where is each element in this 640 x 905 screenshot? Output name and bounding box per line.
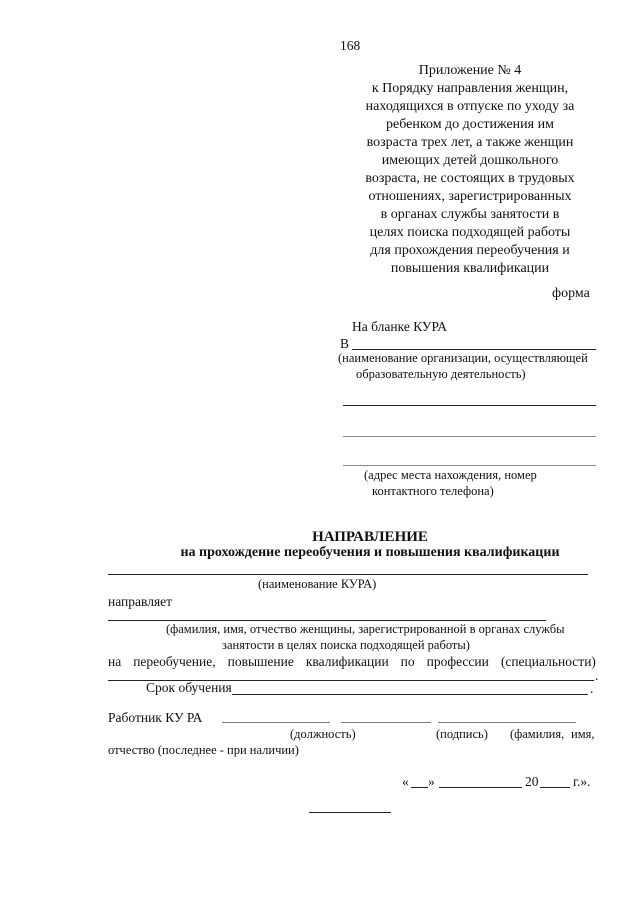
period-field[interactable] [232, 694, 588, 695]
name-caption: имя, [571, 727, 595, 741]
form-label: форма [552, 286, 590, 301]
training-word: по [400, 654, 415, 669]
address-caption: (адрес места нахождения, номер [364, 468, 537, 482]
appendix-line: находящихся в отпуске по уходу за [365, 99, 575, 114]
address-field-3[interactable] [343, 465, 596, 466]
fullname-field[interactable] [438, 722, 576, 723]
appendix-line: к Порядку направления женщин, [371, 81, 569, 96]
profession-dot: . [595, 668, 599, 683]
appendix-line: повышения квалификации [390, 261, 550, 276]
kura-caption: (наименование КУРА) [258, 577, 377, 591]
person-caption: (фамилия, имя, отчество женщины, зарегистрированной в органах службы [166, 622, 565, 636]
page-number: 168 [340, 38, 361, 53]
training-word: (специальности) [500, 654, 596, 669]
appendix-block [330, 62, 610, 278]
directs-label: направляет [108, 594, 173, 609]
address-caption: контактного телефона) [372, 484, 494, 498]
name-caption: (фамилия, [510, 727, 565, 741]
name-caption: отчество (последнее - при наличии) [108, 743, 299, 757]
recipient-prefix: В [340, 336, 350, 351]
date-open-quote: « [402, 774, 409, 789]
recipient-org-field[interactable] [352, 349, 596, 350]
appendix-line: отношениях, зарегистрированных [368, 189, 572, 204]
date-close-quote: » [428, 774, 435, 789]
date-month-field[interactable] [439, 787, 522, 788]
date-day-field[interactable] [411, 787, 428, 788]
person-name-field[interactable] [108, 620, 546, 621]
date-year-field[interactable] [540, 787, 570, 788]
closing-separator [309, 812, 391, 813]
address-field-2[interactable] [343, 436, 596, 437]
document-title: НАПРАВЛЕНИЕ [312, 529, 428, 545]
worker-label: Работник КУ РА [108, 710, 203, 725]
appendix-title: Приложение № 4 [418, 63, 522, 78]
appendix-line: ребенком до достижения им [386, 117, 554, 132]
document-subtitle: на прохождение переобучения и повышения квалификации [180, 545, 560, 560]
person-caption: занятости в целях поиска подходящей работы) [222, 638, 470, 652]
training-word: профессии [426, 654, 489, 669]
period-label: Срок обучения [146, 680, 232, 695]
position-field[interactable] [222, 722, 330, 723]
appendix-line: возраста, не состоящих в трудовых [365, 171, 575, 186]
letterhead-blank: На бланке КУРА [352, 319, 448, 334]
signature-field[interactable] [341, 722, 431, 723]
position-caption: (должность) [290, 727, 356, 741]
date-year-prefix: 20 [525, 774, 539, 789]
signature-caption: (подпись) [436, 727, 488, 741]
training-line [108, 654, 596, 670]
training-word: на [108, 654, 122, 669]
address-field-1[interactable] [343, 405, 596, 406]
training-word: квалификации [305, 654, 389, 669]
appendix-line: целях поиска подходящей работы [369, 225, 571, 240]
org-caption: (наименование организации, осуществляющей [338, 351, 588, 365]
training-word: повышение [227, 654, 294, 669]
appendix-line: в органах службы занятости в [380, 207, 560, 222]
kura-name-field[interactable] [108, 574, 588, 575]
org-caption: образовательную деятельность) [356, 367, 526, 381]
date-year-suffix: г.». [573, 774, 591, 789]
appendix-line: для прохождения переобучения и [370, 243, 570, 258]
training-word: переобучение, [133, 654, 216, 669]
appendix-line: имеющих детей дошкольного [381, 153, 559, 168]
period-dot: . [590, 681, 594, 696]
appendix-line: возраста трех лет, а также женщин [366, 135, 574, 150]
